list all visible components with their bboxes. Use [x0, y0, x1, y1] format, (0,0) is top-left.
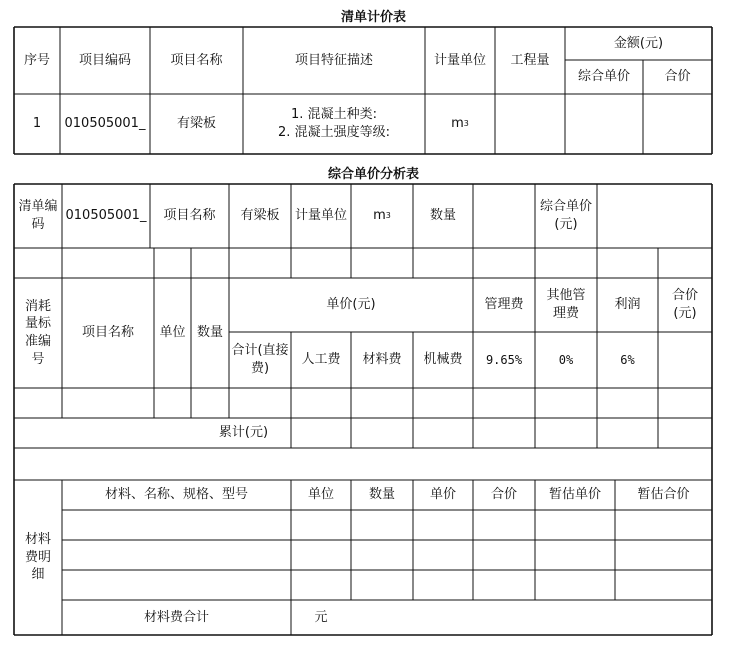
t2-quota-other-rate: 0% — [558, 352, 574, 367]
t2-quota-subtotal: 合计(直接费) — [231, 343, 289, 376]
t2-unit-m: m — [373, 208, 386, 224]
t1-row-code: 010505001_ — [64, 116, 146, 132]
t2-quota-total: 合价(元) — [671, 288, 698, 321]
t1-row-feature — [243, 94, 425, 154]
t2-mat-unit: 单位 — [307, 487, 334, 503]
t2-qty-label: 数量 — [429, 208, 456, 224]
t2-materials-side-label: 材料费明细 — [24, 532, 51, 583]
t1-row-unit — [425, 94, 495, 154]
t2-quota-mgmt-fee: 管理费 — [484, 297, 524, 313]
t2-unit-label: 计量单位 — [295, 208, 348, 224]
t2-quota-profit: 利润 — [614, 297, 641, 313]
t2-mat-name-spec: 材料、名称、规格、型号 — [104, 487, 248, 503]
feature-line-1: 1. 混凝土种类: — [291, 107, 377, 123]
t2-quota-profit-rate: 6% — [620, 352, 635, 367]
t2-mat-est-unit-price: 暂估单价 — [548, 487, 601, 503]
t1-header-feature: 项目特征描述 — [294, 52, 373, 68]
t2-quota-labor: 人工费 — [301, 352, 341, 368]
t2-quota-qty: 数量 — [196, 325, 223, 341]
table1-title: 清单计价表 — [340, 10, 406, 25]
unit-m: m — [451, 116, 464, 132]
t2-mat-unit-price: 单价 — [429, 487, 456, 503]
t1-row-name: 有梁板 — [176, 116, 216, 132]
t2-list-code: 010505001_ — [65, 208, 147, 224]
t2-mat-qty: 数量 — [368, 487, 395, 503]
t1-header-qty: 工程量 — [510, 52, 550, 68]
t2-quota-material: 材料费 — [362, 352, 402, 368]
t2-quota-unit-price: 单价(元) — [326, 297, 376, 313]
t2-mat-sum-label: 材料费合计 — [143, 609, 209, 625]
t1-header-total: 合价 — [664, 69, 691, 85]
t2-mat-est-total: 暂估合价 — [637, 487, 690, 503]
t2-mat-sum-unit: 元 — [314, 609, 328, 625]
t1-header-name: 项目名称 — [170, 52, 223, 68]
t2-name: 有梁板 — [240, 208, 280, 224]
unit-sup: 3 — [463, 118, 469, 128]
t1-header-seq: 序号 — [23, 52, 50, 68]
t2-quota-code-label: 消耗量标准编号 — [24, 298, 51, 367]
t2-quota-unit: 单位 — [159, 325, 186, 341]
t2-quota-item-name: 项目名称 — [81, 325, 134, 341]
t1-header-unit-price: 综合单价 — [577, 69, 630, 85]
t1-row-seq: 1 — [32, 116, 42, 132]
t2-name-label: 项目名称 — [163, 208, 216, 224]
t1-header-unit: 计量单位 — [433, 52, 486, 68]
t2-cumulative-label: 累计(元) — [218, 425, 269, 441]
t2-quota-other-fee: 其他管理费 — [546, 288, 586, 321]
t2-unit-price-label: 综合单价(元) — [539, 199, 592, 232]
t2-quota-mgmt-rate: 9.65% — [485, 352, 523, 367]
t1-header-amount: 金额(元) — [613, 35, 664, 51]
t2-mat-total: 合价 — [490, 487, 517, 503]
t1-header-code: 项目编码 — [78, 52, 131, 68]
t2-list-code-label: 清单编码 — [18, 199, 58, 232]
table2-title: 综合单价分析表 — [327, 167, 419, 182]
t2-quota-machine: 机械费 — [423, 352, 463, 368]
feature-line-2: 2. 混凝土强度等级: — [278, 125, 390, 140]
t2-unit-sup: 3 — [385, 210, 391, 220]
t2-unit — [351, 184, 413, 248]
